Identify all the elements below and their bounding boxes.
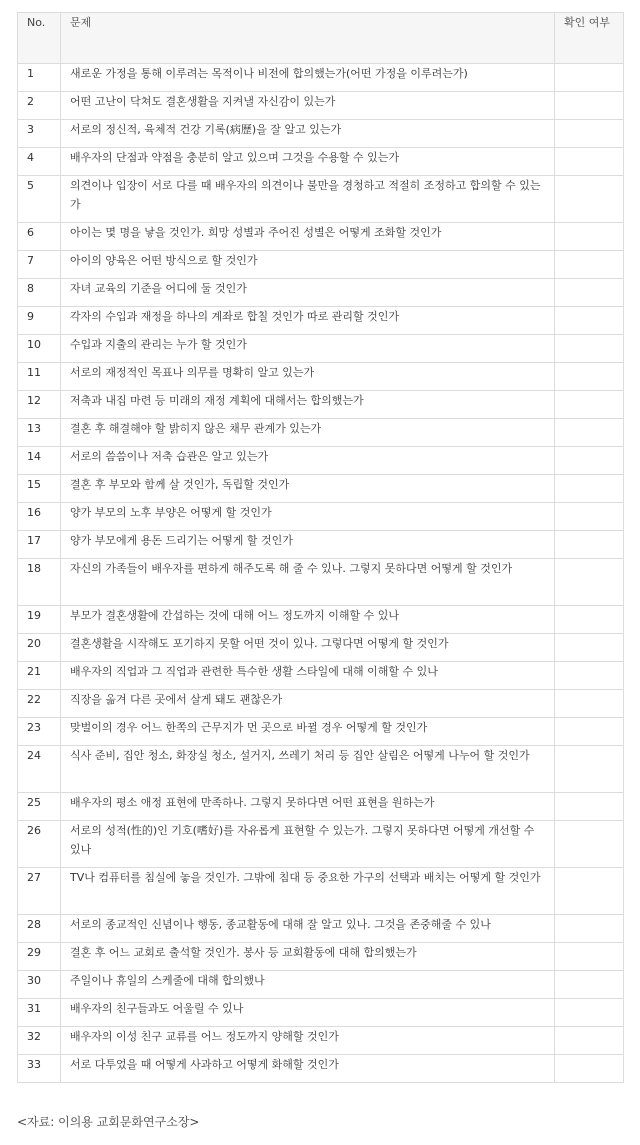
row-check-cell[interactable]	[555, 64, 624, 92]
table-row	[18, 690, 624, 718]
row-number: 1	[18, 64, 61, 92]
row-number: 8	[18, 279, 61, 307]
header-check: 확인 여부	[555, 13, 624, 64]
table-row	[18, 475, 624, 503]
table-row	[18, 503, 624, 531]
row-check-cell[interactable]	[555, 915, 624, 943]
row-question: 저축과 내집 마련 등 미래의 재정 계획에 대해서는 합의했는가	[61, 391, 555, 419]
table-row	[18, 634, 624, 662]
table-row	[18, 335, 624, 363]
row-check-cell[interactable]	[555, 690, 624, 718]
table-row	[18, 662, 624, 690]
row-number: 33	[18, 1055, 61, 1083]
row-number: 29	[18, 943, 61, 971]
table-row	[18, 1027, 624, 1055]
row-number: 27	[18, 868, 61, 915]
row-number: 10	[18, 335, 61, 363]
row-number: 23	[18, 718, 61, 746]
row-check-cell[interactable]	[555, 503, 624, 531]
row-number: 32	[18, 1027, 61, 1055]
row-check-cell[interactable]	[555, 606, 624, 634]
row-number: 31	[18, 999, 61, 1027]
row-check-cell[interactable]	[555, 335, 624, 363]
row-question: 서로의 종교적인 신념이나 행동, 종교활동에 대해 잘 알고 있나. 그것을 존중해줄 수 있나	[61, 915, 555, 943]
row-question: 아이의 양육은 어떤 방식으로 할 것인가	[61, 251, 555, 279]
table-row	[18, 223, 624, 251]
row-question: 의견이나 입장이 서로 다를 때 배우자의 의견이나 불만을 경청하고 적절히 조정하고 합의할 수 있는가	[61, 176, 555, 223]
table-row	[18, 391, 624, 419]
table-row	[18, 307, 624, 335]
row-check-cell[interactable]	[555, 307, 624, 335]
row-question: 새로운 가정을 통해 이루려는 목적이나 비전에 합의했는가(어떤 가정을 이루려는가)	[61, 64, 555, 92]
row-number: 3	[18, 120, 61, 148]
table-row	[18, 148, 624, 176]
row-number: 28	[18, 915, 61, 943]
row-number: 21	[18, 662, 61, 690]
row-check-cell[interactable]	[555, 746, 624, 793]
row-question: 양가 부모에게 용돈 드리기는 어떻게 할 것인가	[61, 531, 555, 559]
header-no: No.	[18, 13, 61, 64]
row-check-cell[interactable]	[555, 971, 624, 999]
row-number: 30	[18, 971, 61, 999]
table-row	[18, 251, 624, 279]
row-question: 맞벌이의 경우 어느 한쪽의 근무지가 먼 곳으로 바뀔 경우 어떻게 할 것인가	[61, 718, 555, 746]
row-check-cell[interactable]	[555, 92, 624, 120]
row-number: 11	[18, 363, 61, 391]
row-number: 18	[18, 559, 61, 606]
row-check-cell[interactable]	[555, 251, 624, 279]
row-number: 26	[18, 821, 61, 868]
row-check-cell[interactable]	[555, 531, 624, 559]
row-number: 5	[18, 176, 61, 223]
row-question: 어떤 고난이 닥쳐도 결혼생활을 지켜낼 자신감이 있는가	[61, 92, 555, 120]
row-question: 각자의 수입과 재정을 하나의 계좌로 합칠 것인가 따로 관리할 것인가	[61, 307, 555, 335]
row-number: 19	[18, 606, 61, 634]
table-header	[18, 13, 624, 64]
row-check-cell[interactable]	[555, 419, 624, 447]
row-check-cell[interactable]	[555, 943, 624, 971]
header-row	[18, 13, 624, 64]
row-check-cell[interactable]	[555, 176, 624, 223]
row-question: 배우자의 직업과 그 직업과 관련한 특수한 생활 스타일에 대해 이해할 수 있나	[61, 662, 555, 690]
table-row	[18, 999, 624, 1027]
row-question: 직장을 옮겨 다른 곳에서 살게 돼도 괜찮은가	[61, 690, 555, 718]
table-row	[18, 447, 624, 475]
row-number: 9	[18, 307, 61, 335]
row-check-cell[interactable]	[555, 223, 624, 251]
source-caption: <자료: 이의용 교회문화연구소장>	[17, 1115, 200, 1129]
row-question: 배우자의 친구들과도 어울릴 수 있나	[61, 999, 555, 1027]
table-row	[18, 120, 624, 148]
row-number: 13	[18, 419, 61, 447]
table-row	[18, 419, 624, 447]
row-check-cell[interactable]	[555, 999, 624, 1027]
row-question: 결혼 후 부모와 함께 살 것인가, 독립할 것인가	[61, 475, 555, 503]
row-question: 양가 부모의 노후 부양은 어떻게 할 것인가	[61, 503, 555, 531]
table-row	[18, 279, 624, 307]
table-row	[18, 915, 624, 943]
row-number: 24	[18, 746, 61, 793]
table-row	[18, 559, 624, 606]
row-check-cell[interactable]	[555, 559, 624, 606]
row-question: 아이는 몇 명을 낳을 것인가. 희망 성별과 주어진 성별은 어떻게 조화할 것인가	[61, 223, 555, 251]
row-check-cell[interactable]	[555, 1055, 624, 1083]
table-row	[18, 363, 624, 391]
row-number: 14	[18, 447, 61, 475]
row-check-cell[interactable]	[555, 868, 624, 915]
row-question: 서로의 재정적인 목표나 의무를 명확히 알고 있는가	[61, 363, 555, 391]
row-check-cell[interactable]	[555, 391, 624, 419]
row-check-cell[interactable]	[555, 363, 624, 391]
table-row	[18, 821, 624, 868]
table-row	[18, 746, 624, 793]
row-check-cell[interactable]	[555, 1027, 624, 1055]
row-number: 12	[18, 391, 61, 419]
row-question: 서로의 성적(性的)인 기호(嗜好)를 자유롭게 표현할 수 있는가. 그렇지 못하다면 어떻게 개선할 수 있나	[61, 821, 555, 868]
row-question: 결혼 후 해결해야 할 밝히지 않은 채무 관계가 있는가	[61, 419, 555, 447]
table-row	[18, 868, 624, 915]
table-row	[18, 971, 624, 999]
row-number: 7	[18, 251, 61, 279]
table-row	[18, 718, 624, 746]
table-row	[18, 531, 624, 559]
row-check-cell[interactable]	[555, 793, 624, 821]
row-question: 식사 준비, 집안 청소, 화장실 청소, 설거지, 쓰레기 처리 등 집안 살림은 어떻게 나누어 할 것인가	[61, 746, 555, 793]
row-check-cell[interactable]	[555, 718, 624, 746]
row-question: 배우자의 이성 친구 교류를 어느 정도까지 양해할 것인가	[61, 1027, 555, 1055]
table-row	[18, 943, 624, 971]
header-question: 문제	[61, 13, 555, 64]
row-question: 배우자의 단점과 약점을 충분히 알고 있으며 그것을 수용할 수 있는가	[61, 148, 555, 176]
row-check-cell[interactable]	[555, 447, 624, 475]
row-question: 자신의 가족들이 배우자를 편하게 해주도록 해 줄 수 있나. 그렇지 못하다면 어떻게 할 것인가	[61, 559, 555, 606]
table-row	[18, 793, 624, 821]
row-check-cell[interactable]	[555, 120, 624, 148]
row-check-cell[interactable]	[555, 475, 624, 503]
row-question: 결혼 후 어느 교회로 출석할 것인가. 봉사 등 교회활동에 대해 합의했는가	[61, 943, 555, 971]
row-number: 17	[18, 531, 61, 559]
row-number: 22	[18, 690, 61, 718]
row-check-cell[interactable]	[555, 821, 624, 868]
table-row	[18, 176, 624, 223]
row-question: 수입과 지출의 관리는 누가 할 것인가	[61, 335, 555, 363]
row-number: 6	[18, 223, 61, 251]
row-check-cell[interactable]	[555, 662, 624, 690]
checklist-table	[17, 12, 624, 1083]
row-number: 16	[18, 503, 61, 531]
row-question: TV나 컴퓨터를 침실에 놓을 것인가. 그밖에 침대 등 중요한 가구의 선택과 배치는 어떻게 할 것인가	[61, 868, 555, 915]
row-number: 4	[18, 148, 61, 176]
row-question: 결혼생활을 시작해도 포기하지 못할 어떤 것이 있나. 그렇다면 어떻게 할 것인가	[61, 634, 555, 662]
row-number: 20	[18, 634, 61, 662]
row-question: 자녀 교육의 기준을 어디에 둘 것인가	[61, 279, 555, 307]
row-number: 2	[18, 92, 61, 120]
table-row	[18, 1055, 624, 1083]
row-check-cell[interactable]	[555, 148, 624, 176]
table-row	[18, 606, 624, 634]
table-body	[18, 64, 624, 1083]
row-question: 주일이나 휴일의 스케줄에 대해 합의했나	[61, 971, 555, 999]
row-number: 25	[18, 793, 61, 821]
row-check-cell[interactable]	[555, 279, 624, 307]
row-question: 부모가 결혼생활에 간섭하는 것에 대해 어느 정도까지 이해할 수 있나	[61, 606, 555, 634]
row-check-cell[interactable]	[555, 634, 624, 662]
row-question: 서로의 정신적, 육체적 건강 기록(病歷)을 잘 알고 있는가	[61, 120, 555, 148]
table-row	[18, 64, 624, 92]
row-number: 15	[18, 475, 61, 503]
table-row	[18, 92, 624, 120]
row-question: 서로의 씀씀이나 저축 습관은 알고 있는가	[61, 447, 555, 475]
row-question: 배우자의 평소 애정 표현에 만족하나. 그렇지 못하다면 어떤 표현을 원하는가	[61, 793, 555, 821]
row-question: 서로 다투었을 때 어떻게 사과하고 어떻게 화해할 것인가	[61, 1055, 555, 1083]
